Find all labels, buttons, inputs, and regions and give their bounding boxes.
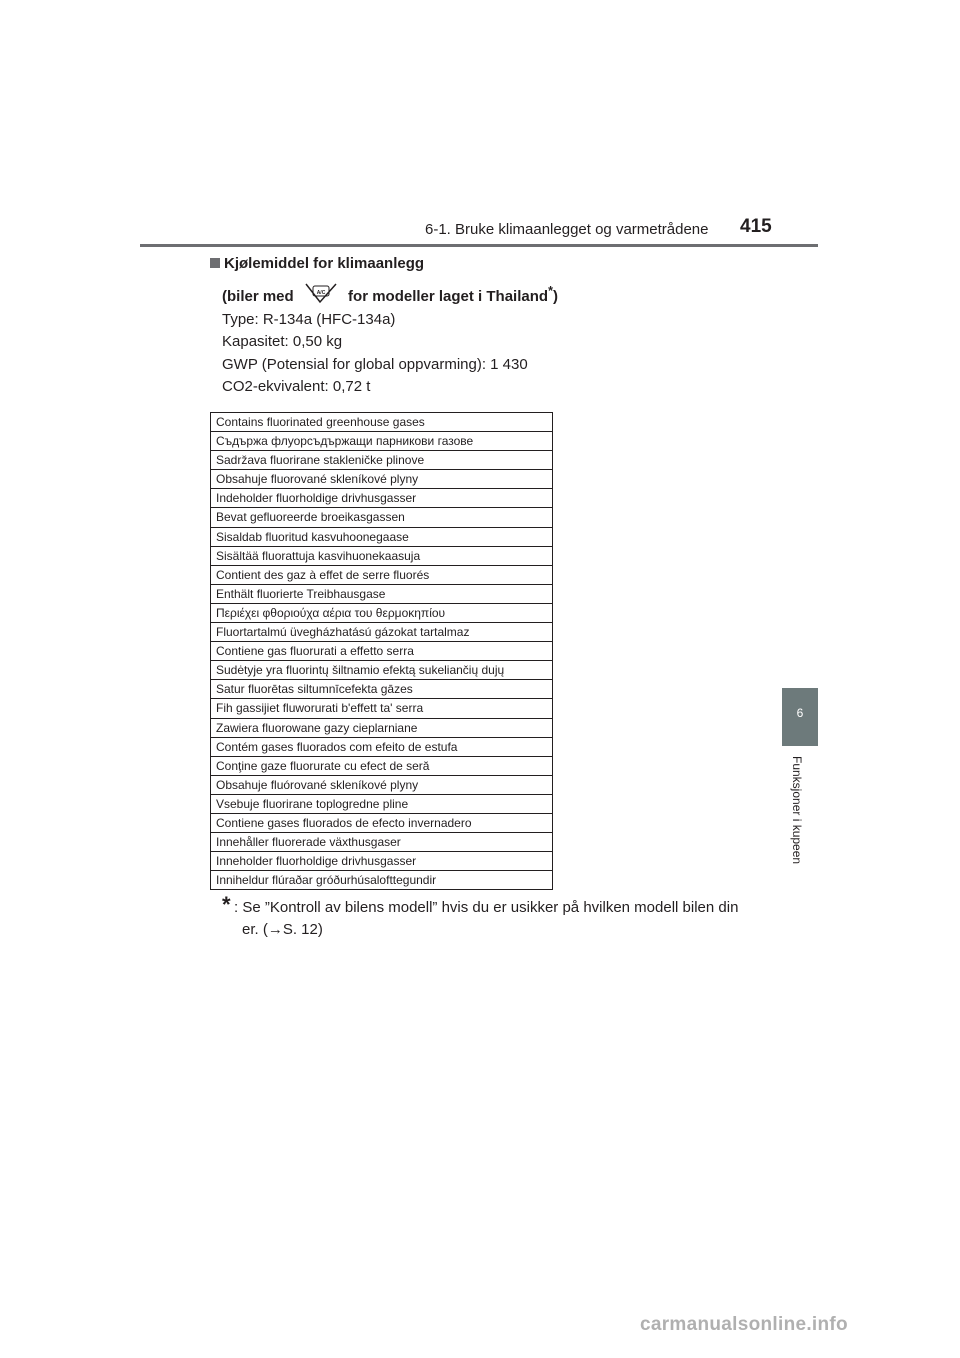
table-cell: Съдържа флуорсъдържащи парникови газове: [211, 432, 553, 451]
chapter-tab[interactable]: 6: [782, 688, 818, 746]
spec-capacity: Kapasitet: 0,50 kg: [222, 333, 343, 350]
table-cell: Indeholder fluorholdige drivhusgasser: [211, 489, 553, 508]
header-rule: [140, 244, 818, 247]
table-row: [211, 871, 553, 890]
section-heading-text: Kjølemiddel for klimaanlegg: [224, 255, 425, 272]
table-row: [211, 775, 553, 794]
spec-gwp: GWP (Potensial for global oppvarming): 1 430: [222, 356, 528, 373]
table-cell: Contiene gas fluorurati a effetto serra: [211, 642, 553, 661]
footnote-star: *: [548, 284, 553, 298]
fgas-label-table: [210, 412, 553, 890]
table-row: [211, 451, 553, 470]
table-cell: Contains fluorinated greenhouse gases: [211, 413, 553, 432]
table-row: [211, 603, 553, 622]
subheading: [222, 284, 558, 306]
table-row: [211, 413, 553, 432]
table-row: [211, 546, 553, 565]
page-number: 415: [740, 216, 772, 237]
table-row: [211, 794, 553, 813]
table-cell: Sudėtyje yra fluorintų šiltnamio efektą sukeliančių dujų: [211, 661, 553, 680]
table-row: [211, 813, 553, 832]
table-row: [211, 718, 553, 737]
table-row: [211, 642, 553, 661]
ac-label: A/C: [316, 290, 326, 297]
table-cell: Sisaldab fluoritud kasvuhoonegaase: [211, 527, 553, 546]
footnote-text: [234, 897, 738, 941]
table-cell: Vsebuje fluorirane toplogredne pline: [211, 794, 553, 813]
section-heading: [210, 255, 424, 272]
footnote-line-1: : Se ”Kontroll av bilens modell” hvis du er usikker på hvilken modell bilen din: [234, 899, 739, 916]
chapter-name: Funksjoner i kupeen: [790, 756, 804, 865]
table-cell: Satur fluorētas siltumnīcefekta gāzes: [211, 680, 553, 699]
table-row: [211, 565, 553, 584]
table-row: [211, 527, 553, 546]
table-row: [211, 623, 553, 642]
table-row: [211, 584, 553, 603]
table-cell: Innehåller fluorerade växthusgaser: [211, 833, 553, 852]
table-cell: Enthält fluorierte Treibhausgase: [211, 584, 553, 603]
ac-button-icon: [304, 280, 338, 306]
square-bullet-icon: [210, 258, 220, 268]
spec-co2: CO2-ekvivalent: 0,72 t: [222, 378, 371, 395]
table-cell: Zawiera fluorowane gazy cieplarniane: [211, 718, 553, 737]
spec-type: Type: R-134a (HFC-134a): [222, 311, 396, 328]
chapter-side-label: [782, 756, 818, 896]
table-cell: Conţine gaze fluorurate cu efect de seră: [211, 756, 553, 775]
table-cell: Contiene gases fluorados de efecto invernadero: [211, 813, 553, 832]
watermark: carmanualsonline.info: [640, 1314, 848, 1335]
footnote-mark: *: [222, 892, 231, 917]
table-row: [211, 756, 553, 775]
table-cell: Obsahuje fluorované skleníkové plyny: [211, 470, 553, 489]
table-cell: Fih gassijiet fluworurati b'effett ta' serra: [211, 699, 553, 718]
table-row: [211, 699, 553, 718]
table-row: [211, 432, 553, 451]
footnote-line-2[interactable]: er. (→S. 12): [242, 921, 323, 938]
table-cell: Contient des gaz à effet de serre fluorés: [211, 565, 553, 584]
table-row: [211, 737, 553, 756]
subheading-prefix: (biler med: [222, 288, 294, 305]
table-row: [211, 833, 553, 852]
table-row: [211, 508, 553, 527]
table-cell: Inniheldur flúraðar gróðurhúsalofttegundir: [211, 871, 553, 890]
table-cell: Obsahuje fluórované skleníkové plyny: [211, 775, 553, 794]
table-row: [211, 661, 553, 680]
subheading-suffix: for modeller laget i Thailand: [348, 288, 549, 305]
table-cell: Bevat gefluoreerde broeikasgassen: [211, 508, 553, 527]
header-title: 6-1. Bruke klimaanlegget og varmetrådene: [425, 221, 709, 238]
table-row: [211, 470, 553, 489]
table-row: [211, 489, 553, 508]
table-cell: Fluortartalmú üvegházhatású gázokat tartalmaz: [211, 623, 553, 642]
table-row: [211, 680, 553, 699]
table-cell: Inneholder fluorholdige drivhusgasser: [211, 852, 553, 871]
table-cell: Contém gases fluorados com efeito de estufa: [211, 737, 553, 756]
table-cell: Sisältää fluorattuja kasvihuonekaasuja: [211, 546, 553, 565]
subheading-close: ): [552, 288, 558, 305]
table-cell: Περιέχει φθοριούχα αέρια του θερμοκηπίου: [211, 603, 553, 622]
table-row: [211, 852, 553, 871]
table-cell: Sadržava fluorirane stakleničke plinove: [211, 451, 553, 470]
